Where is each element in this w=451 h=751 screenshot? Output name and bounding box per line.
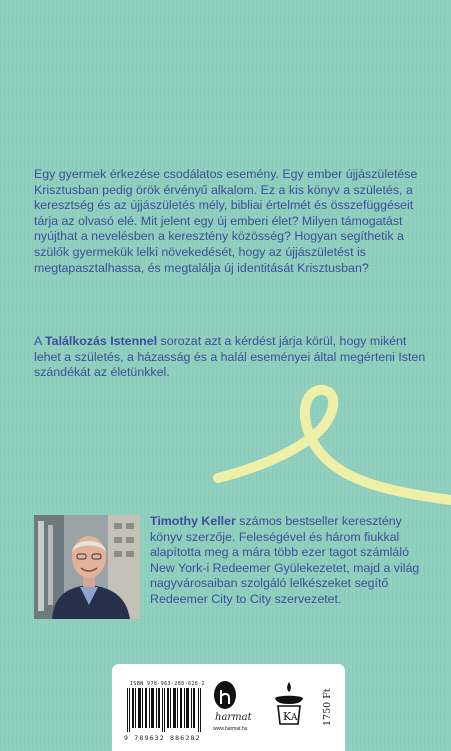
- series-prefix: A: [34, 334, 46, 348]
- author-bio-text: számos bestseller keresztény könyv szerzője. Feleségével és három fiukkal alapította meg a mára több ezer tagot számláló New York-i Redeemer Gyülekezetet, majd a világ nagyvárosaiban szolgáló lelkészeket segítő Redeemer City to City szervezetet.: [150, 514, 420, 606]
- author-photo: [34, 515, 140, 619]
- series-title: Találkozás Istennel: [45, 334, 158, 348]
- svg-text:A: A: [291, 713, 298, 723]
- isbn-label: ISBN 978-963-288-628-2: [130, 681, 206, 687]
- barcode-number: 9 789632 886282: [124, 734, 201, 742]
- price-label: 1750 Ft: [322, 688, 333, 726]
- author-name: Timothy Keller: [150, 514, 236, 528]
- barcode-panel: [112, 664, 345, 751]
- svg-text:K: K: [283, 710, 292, 723]
- publisher-name: harmat: [215, 712, 252, 723]
- series-text: sorozat azt a kérdést járja körül, hogy miként lehet a születés, a házasság és a halál eseményei által megérteni Isten szándékát az életünkkel.: [34, 334, 426, 380]
- publisher-url: www.harmat.hu: [213, 726, 248, 732]
- series-paragraph: [34, 334, 426, 381]
- author-bio: [150, 514, 430, 608]
- description-paragraph: Egy gyermek érkezése csodálatos esemény. Egy ember újjászületése Krisztusban pedig örök érvényű alkalom. Ez a kis könyv a születés, a keresztség és az újjászületés mély, bibliai értelmét és összefüggéseit tárja az olvasó elé. Mit jelent egy új emberi élet? Milyen támogatást nyújthat a nevelésben a keresztény közösség? Hogyan segíthetik a szülők gyermekük lelki növekedését, hogy az újjászületést is megtapasztalhassa, és megtalálja új identitását Krisztusban?: [34, 167, 418, 275]
- barcode-icon: [127, 688, 201, 732]
- lamp-logo-icon: [272, 678, 306, 728]
